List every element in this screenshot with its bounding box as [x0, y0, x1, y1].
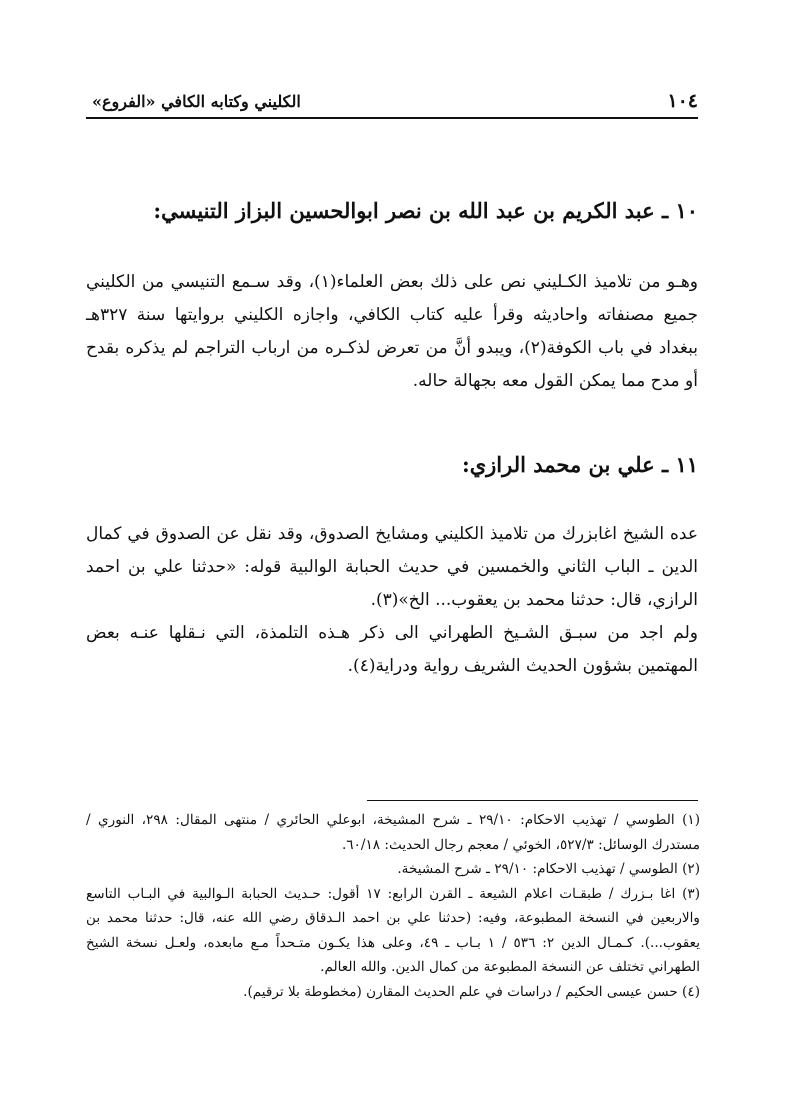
footnote-3: (٣) اغا بـزرك / طبقـات اعلام الشيعة ـ القرن الرابع: ١٧ أقول: حـديث الحبابة الـوالبية في البـاب التاسع والاربعين في النسخة المطبوعة، وفيه: (حدثنا علي بن احمد الـدقاق رضي الله عنه، قال: حدثنا محمد بن يعقوب...). كـمـال الدين ٢: ٥٣٦ / ١ بـاب ـ ٤٩، وعلى هذا يكـون متـحداً مـع مابعده، ولعـل نسخة الشيخ الطهراني تختلف عن النسخة المطبوعة من كمال الدين. والله العالم.: [86, 885, 701, 975]
section-heading-10: ١٠ ـ عبد الكريم بن عبد الله بن نصر ابوالحسين البزاز التنيسي:: [153, 198, 698, 223]
section-11-paragraph-1: عده الشيخ اغابزرك من تلاميذ الكليني ومشايخ الصدوق، وقد نقل عن الصدوق في كمال الدين ـ الباب الثاني والخمسين في حديث الحبابة الوالبية قوله: «حدثنا علي بن احمد الرازي، قال: حدثنا محمد بن يعقوب... الخ»(٣).: [86, 524, 698, 610]
section-11-paragraph-2: ولم اجد من سبـق الشـيخ الطهراني الى ذكر هـذه التلمذة، التي نـقلها عنـه بعض المهتمين بشؤون الحديث الشريف رواية ودراية(٤).: [86, 623, 698, 676]
footnotes: [86, 808, 700, 1004]
section-10-paragraph: وهـو من تلاميذ الكـليني نص على ذلك بعض العلماء(١)، وقد سـمع التنيسي من الكليني جميع مصنفاته واحاديثه وقرأ عليه كتاب الكافي، واجازه الكليني بروايتها سنة ٣٢٧هـ ببغداد في باب الكوفة(٢)، ويبدو أنَّ من تعرض لذكـره من ارباب التراجم لم يذكره بقدح أو مدح مما يمكن القول معه بجهالة حاله.: [86, 272, 698, 391]
footnote-1: (١) الطوسي / تهذيب الاحكام: ٢٩/١٠ ـ شرح المشيخة، ابوعلي الحائري / منتهى المقال: ٢٩٨، النوري / مستدرك الوسائل: ٥٢٧/٣، الخوئي / معجم رجال الحديث: ٦٠/١٨.: [86, 812, 700, 853]
section-heading-11: ١١ ـ علي بن محمد الرازي:: [461, 452, 698, 477]
header-rule: [86, 117, 698, 119]
footnote-separator: [367, 800, 698, 801]
footnote-4: (٤) حسن عيسى الحكيم / دراسات في علم الحديث المقارن (مخطوطة بلا ترقيم).: [243, 983, 700, 1000]
running-head: [86, 84, 698, 118]
running-title: الكليني وكتابه الكافي «الفروع»: [92, 92, 301, 111]
page-number: ١٠٤: [667, 90, 698, 112]
footnote-2: (٢) الطوسي / تهذيب الاحكام: ٢٩/١٠ ـ شرح المشيخة.: [397, 861, 700, 877]
